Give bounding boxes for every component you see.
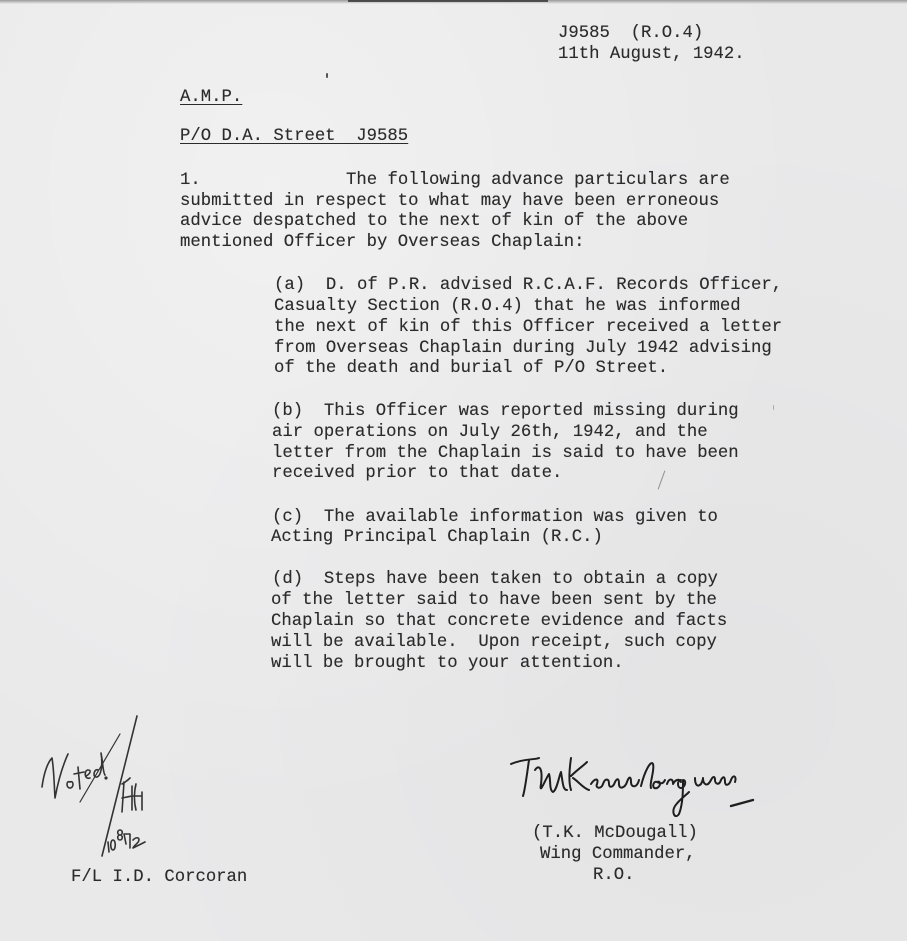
paragraph-line: The following advance particulars are xyxy=(346,171,730,190)
reference-number: J9585 (R.O.4) xyxy=(558,24,704,43)
item-line: the next of kin of this Officer received a letter xyxy=(274,318,783,337)
item-line: of the letter said to have been sent by the xyxy=(271,591,717,610)
item-line: will be brought to your attention. xyxy=(271,654,624,673)
item-line: (b) This Officer was reported missing during xyxy=(272,402,739,421)
cutoff-text-fragment xyxy=(348,0,548,2)
item-line: (a) D. of P.R. advised R.C.A.F. Records Officer, xyxy=(274,276,783,295)
item-line: of the death and burial of P/O Street. xyxy=(274,359,669,378)
signatory-name: (T.K. McDougall) xyxy=(532,824,698,843)
item-line: (c) The available information was given to xyxy=(272,508,718,527)
subject-line: P/O D.A. Street J9585 xyxy=(180,127,409,146)
item-line: (d) Steps have been taken to obtain a copy xyxy=(272,570,718,589)
item-line: air operations on July 26th, 1942, and the xyxy=(272,423,708,442)
paragraph-line: mentioned Officer by Overseas Chaplain: xyxy=(180,233,585,252)
paragraph-line: submitted in respect to what may have been erroneous xyxy=(180,192,720,211)
paragraph-line: advice despatched to the next of kin of the above xyxy=(180,212,689,231)
paper-mark xyxy=(326,73,328,78)
item-line: Chaplain so that concrete evidence and facts xyxy=(271,612,728,631)
item-line: received prior to that date. xyxy=(272,464,563,483)
annotation-typed-name: F/L I.D. Corcoran xyxy=(71,868,248,887)
item-line: Casualty Section (R.O.4) that he was informed xyxy=(274,297,741,316)
item-line: will be available. Upon receipt, such copy xyxy=(271,633,717,652)
addressee: A.M.P. xyxy=(180,88,243,107)
item-line: from Overseas Chaplain during July 1942 advising xyxy=(274,339,772,358)
item-line: letter from the Chaplain is said to have been xyxy=(272,444,739,463)
pencil-tick-mark xyxy=(658,470,666,489)
letter-date: 11th August, 1942. xyxy=(558,45,745,64)
handwritten-signature xyxy=(505,750,765,830)
paper-mark xyxy=(773,405,774,410)
signatory-office: R.O. xyxy=(593,866,635,885)
signatory-rank: Wing Commander, xyxy=(540,845,696,864)
handwritten-noted-annotation xyxy=(36,712,176,862)
paragraph-number: 1. xyxy=(180,171,201,190)
item-line: Acting Principal Chaplain (R.C.) xyxy=(271,528,603,547)
